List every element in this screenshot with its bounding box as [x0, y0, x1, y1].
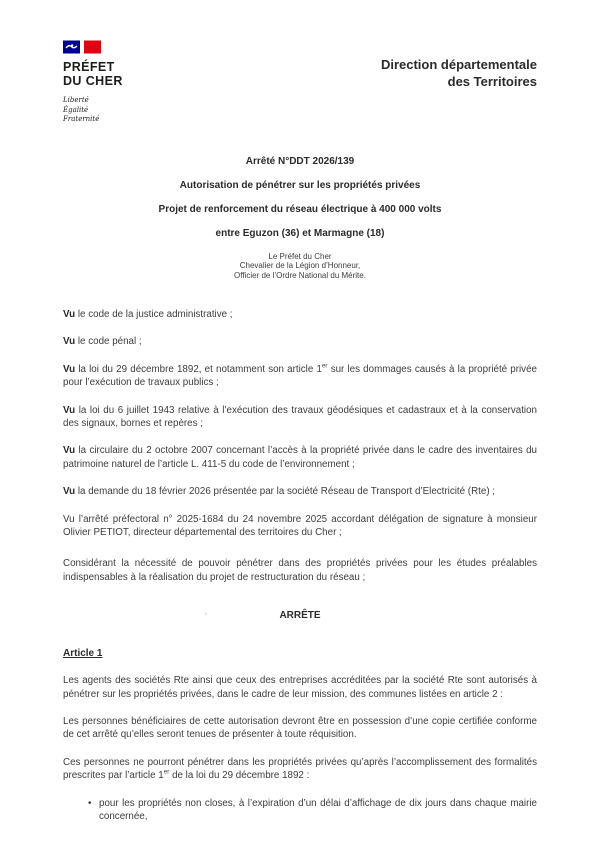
paragraph-text: Les personnes bénéficiaires de cette autorisation devront être en possession d’une copie certifiée conforme de cet arrêté qu’elles seront tenues de présenter à toute réquisition. [63, 715, 537, 741]
recital-text: la loi du 29 décembre 1892, et notamment son article 1 [75, 363, 322, 375]
prefect-titles [63, 252, 537, 281]
recital-law-1943 [63, 404, 537, 431]
article1-paragraph-formalites [63, 756, 537, 783]
recital-rte-request [63, 485, 537, 498]
recital-text: la loi du 6 juillet 1943 relative à l’exécution des travaux géodésiques et cadastraux et à la conservation des signaux, bornes et repères ; [63, 404, 537, 430]
title-block [63, 156, 537, 239]
recital-justice-code [63, 308, 537, 321]
recital-text: le code de la justice administrative ; [75, 309, 233, 320]
service-name-line2: des Territoires [447, 74, 537, 89]
republic-motto [63, 96, 123, 125]
motto-liberte: Liberté [63, 96, 89, 104]
project-title: Projet de renforcement du réseau électrique à 400 000 volts [158, 203, 442, 215]
recital-text: sur les dommages causés à la propriété privée pour l’exécution de travaux publics ; [63, 363, 537, 389]
article1-heading [63, 647, 537, 660]
prefet-name [63, 60, 123, 88]
superscript-er: er [321, 362, 328, 370]
recital-circular-2007 [63, 444, 537, 471]
header [63, 40, 537, 125]
recital-lead: Vu [63, 486, 76, 498]
superscript-er: er [163, 768, 170, 776]
paragraph-text: de la loi du 29 décembre 1892 : [169, 770, 310, 782]
considerant-paragraph [63, 557, 537, 584]
recital-lead: Vu [63, 363, 76, 375]
recital-text: Vu l’arrêté préfectoral n° 2025-1684 du 24 novembre 2025 accordant délégation de signature à monsieur Olivier PETIOT, directeur départemental des territoires du Cher ; [63, 513, 537, 539]
french-flag-marianne-icon [63, 40, 101, 54]
service-name [381, 56, 537, 90]
prefet-name-line1: PRÉFET [63, 60, 115, 74]
recital-delegation [63, 513, 537, 540]
arrete-heading-text: ARRÊTE [279, 610, 321, 622]
decree-subject: Autorisation de pénétrer sur les propriétés privées [179, 179, 421, 191]
recital-lead: Vu [63, 445, 76, 457]
decree-number: Arrêté N°DDT 2026/139 [245, 155, 355, 167]
project-route: entre Eguzon (36) et Marmagne (18) [215, 227, 385, 239]
paragraph-text: Ces personnes ne pourront pénétrer dans les propriétés privées qu’après l’accomplissement des formalités prescrites par l’article 1 [63, 756, 537, 782]
recital-text: la circulaire du 2 octobre 2007 concernant l’accès à la propriété privée dans le cadre des inventaires du patrimoine naturel de l’article L. 411-5 du code de l’environnement ; [63, 445, 537, 470]
article1-paragraph-agents [63, 674, 537, 701]
prefet-logo [63, 40, 123, 125]
bullet-icon: • [88, 797, 92, 809]
recital-text: la demande du 18 février 2026 présentée par la société Réseau de Transport d’Electricité (Rte) ; [75, 486, 496, 498]
recital-lead: Vu [63, 309, 76, 320]
recital-penal-code [63, 335, 537, 348]
arrete-heading [63, 609, 537, 622]
recital-text: Considérant la nécessité de pouvoir pénétrer dans des propriétés privées pour les études préalables indispensables à la réalisation du projet de restructuration du réseau ; [63, 558, 537, 583]
recital-lead: Vu [63, 404, 76, 416]
prefect-title-line1: Le Préfet du Cher [268, 251, 332, 261]
document-body [63, 308, 537, 823]
paragraph-text: Les agents des sociétés Rte ainsi que ceux des entreprises accréditées par la société Rte sont autorisés à pénétrer sur les propriétés privées, dans le cadre de leur mission, des communes listées en article 2 : [63, 675, 537, 700]
prefect-title-line2: Chevalier de la Légion d’Honneur, [239, 261, 361, 270]
prefet-name-line2: DU CHER [63, 74, 123, 88]
recital-text: le code pénal ; [75, 336, 142, 348]
bullet-item-proprietes-non-closes [63, 797, 537, 824]
article1-heading-text: Article 1 [63, 647, 103, 659]
bullet-text: pour les propriétés non closes, à l’expiration d’un délai d’affichage de dix jours dans chaque mairie concernée, [99, 797, 537, 822]
motto-fraternite: Fraternité [63, 115, 100, 123]
motto-egalite: Égalité [63, 105, 89, 114]
recital-lead: Vu [63, 336, 76, 348]
prefect-title-line3: Officier de l’Ordre National du Mérite. [234, 270, 366, 280]
article1-paragraph-copie [63, 715, 537, 742]
recital-law-1892 [63, 363, 537, 390]
stray-mark: ’ [205, 612, 207, 622]
service-name-line1: Direction départementale [380, 57, 537, 72]
